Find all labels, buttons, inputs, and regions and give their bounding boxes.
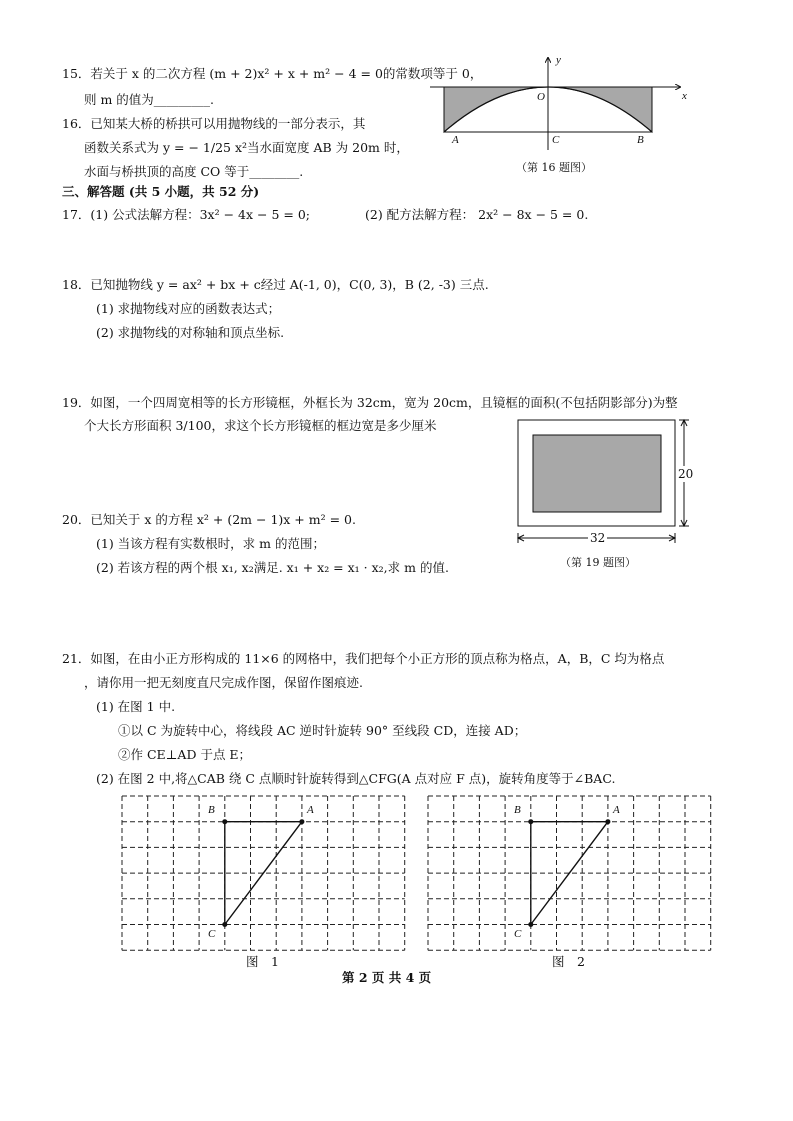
q16-line2: 函数关系式为 y = − 1/25 x²当水面宽度 AB 为 20m 时， [84, 140, 409, 155]
fig2-caption: 图 2 [552, 954, 585, 969]
fig1-label-c: C [208, 928, 216, 940]
q21-grid-figure-2 [426, 796, 716, 956]
fig16-label-y: y [556, 54, 561, 66]
fig2-label-c: C [514, 928, 522, 940]
q19-line1: 19．如图，一个四周宽相等的长方形镜框，外框长为 32cm，宽为 20cm，且镜框的面积(不包括阴影部分)为整 [62, 395, 678, 410]
q15-line1: 15．若关于 x 的二次方程 (m + 2)x² + x + m² − 4 = 0的常数项等于 0， [62, 66, 483, 81]
point-a [299, 819, 304, 824]
fig19-height-label: 20 [678, 467, 694, 481]
fig16-label-b: B [637, 134, 644, 146]
q19-figure [0, 0, 793, 560]
point-b [222, 819, 227, 824]
q21-part1a: ①以 C 为旋转中心，将线段 AC 逆时针旋转 90° 至线段 CD，连接 AD； [118, 723, 527, 738]
point-c [528, 922, 533, 927]
q21-part2: (2) 在图 2 中,将△CAB 绕 C 点顺时针旋转得到△CFG(A 点对应 F 点)，旋转角度等于∠BAC. [96, 771, 616, 786]
point-c [222, 922, 227, 927]
fig19-caption: （第 19 题图） [560, 556, 636, 569]
q21-part1b: ②作 CE⊥AD 于点 E； [118, 747, 252, 762]
q21-line2: ，请你用一把无刻度直尺完成作图，保留作图痕迹. [84, 675, 363, 690]
q20-stem: 20．已知关于 x 的方程 x² + (2m − 1)x + m² = 0. [62, 512, 356, 527]
fig16-label-a: A [452, 134, 459, 146]
fig16-caption: （第 16 题图） [516, 161, 592, 174]
fig19-width-label: 32 [590, 531, 606, 545]
mirror-area [533, 435, 661, 512]
point-b [528, 819, 533, 824]
fig16-label-c: C [552, 134, 560, 146]
q19-line2: 个大长方形面积 3/100，求这个长方形镜框的框边宽是多少厘米 [84, 418, 437, 433]
q20-part2: (2) 若该方程的两个根 x₁, x₂满足. x₁ + x₂ = x₁ · x₂,求 m 的值. [96, 560, 449, 575]
point-a [605, 819, 610, 824]
section-heading: 三、解答题 (共 5 小题，共 52 分) [62, 184, 260, 199]
fig2-label-b: B [514, 804, 521, 816]
q21-line1: 21．如图，在由小正方形构成的 11×6 的网格中，我们把每个小正方形的顶点称为格点，A，B，C 均为格点 [62, 651, 665, 666]
q21-grid-figure-1 [120, 796, 410, 956]
page-footer: 第 2 页 共 4 页 [342, 970, 432, 985]
fig1-label-b: B [208, 804, 215, 816]
fig16-label-o: O [537, 91, 545, 103]
q17-part2: (2) 配方法解方程： 2x² − 8x − 5 = 0. [365, 207, 589, 222]
q16-line1: 16．已知某大桥的桥拱可以用抛物线的一部分表示，其 [62, 116, 366, 131]
q20-part1: (1) 当该方程有实数根时，求 m 的范围； [96, 536, 325, 551]
q18-part1: (1) 求抛物线对应的函数表达式； [96, 301, 281, 316]
q17-part1: 17．(1) 公式法解方程：3x² − 4x − 5 = 0; [62, 207, 310, 222]
q18-stem: 18．已知抛物线 y = ax² + bx + c经过 A(-1, 0)，C(0, 3)，B (2, -3) 三点. [62, 277, 489, 292]
fig1-caption: 图 1 [246, 954, 279, 969]
q21-part1: (1) 在图 1 中. [96, 699, 176, 714]
q18-part2: (2) 求抛物线的对称轴和顶点坐标. [96, 325, 285, 340]
q16-line3: 水面与桥拱顶的高度 CO 等于________. [84, 164, 304, 179]
fig1-label-a: A [307, 804, 314, 816]
fig16-label-x: x [682, 90, 687, 102]
q15-line2: 则 m 的值为_________. [84, 92, 215, 107]
fig2-label-a: A [613, 804, 620, 816]
